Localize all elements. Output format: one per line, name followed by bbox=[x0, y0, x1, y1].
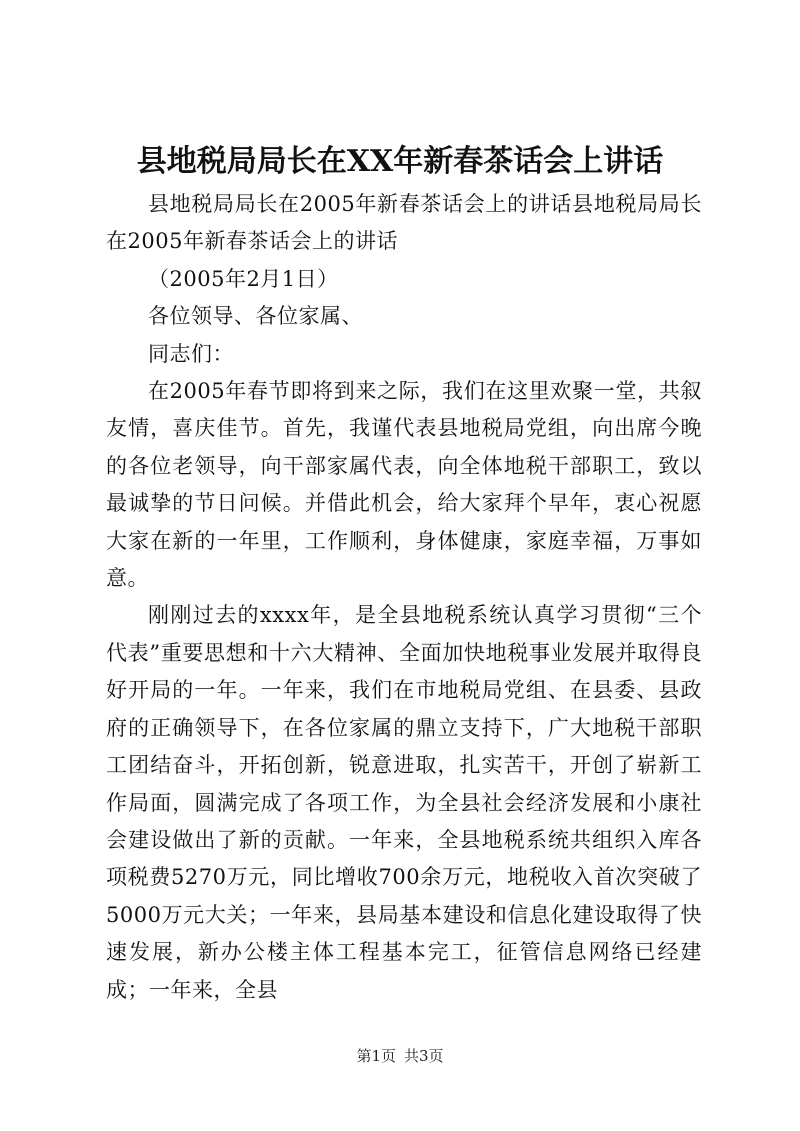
paragraph-date: （2005年2月1日） bbox=[148, 266, 339, 291]
paragraph-salutation: 各位领导、各位家属、 bbox=[148, 304, 363, 329]
page-number: 第1页 bbox=[356, 1047, 396, 1065]
paragraph-review: 刚刚过去的xxxx年，是全县地税系统认真学习贯彻“三个代表”重要思想和十六大精神、全面加快地税事业发展并取得良好开局的一年。一年来，我们在市地税局党组、在县委、县政府的正确领导下，在各位家属的鼎立支持下，广大地税干部职工团结奋斗，开拓创新，锐意进取，扎实苦干，开创了崭新工作局面，圆满完成了各项工作，为全县社会经济发展和小康社会建设做出了新的贡献。一年来，全县地税系统共组织入库各项税费5270万元，同比增收700余万元，地税收入首次突破了5000万元大关；一年来，县局基本建设和信息化建设取得了快速发展，新办公楼主体工程基本完工，征管信息网络已经建成；一年来，全县 bbox=[106, 603, 702, 1002]
document-title: 县地税局局长在XX年新春茶话会上讲话 bbox=[136, 144, 664, 179]
paragraph-greeting: 在2005年春节即将到来之际，我们在这里欢聚一堂，共叙友情，喜庆佳节。首先，我谨代表县地税局党组，向出席今晚的各位老领导，向干部家属代表，向全体地税干部职工，致以最诚挚的节日问候。并借此机会，给大家拜个早年，衷心祝愿大家在新的一年里，工作顺利，身体健康，家庭幸福，万事如意。 bbox=[106, 379, 702, 591]
document-body bbox=[106, 186, 702, 1009]
page-total: 共3页 bbox=[404, 1047, 444, 1065]
paragraph-salutation-comrades: 同志们： bbox=[148, 341, 234, 366]
page-footer bbox=[0, 1046, 800, 1066]
paragraph-heading-repeat: 县地税局局长在2005年新春茶话会上的讲话县地税局局长在2005年新春茶话会上的讲话 bbox=[106, 192, 702, 254]
